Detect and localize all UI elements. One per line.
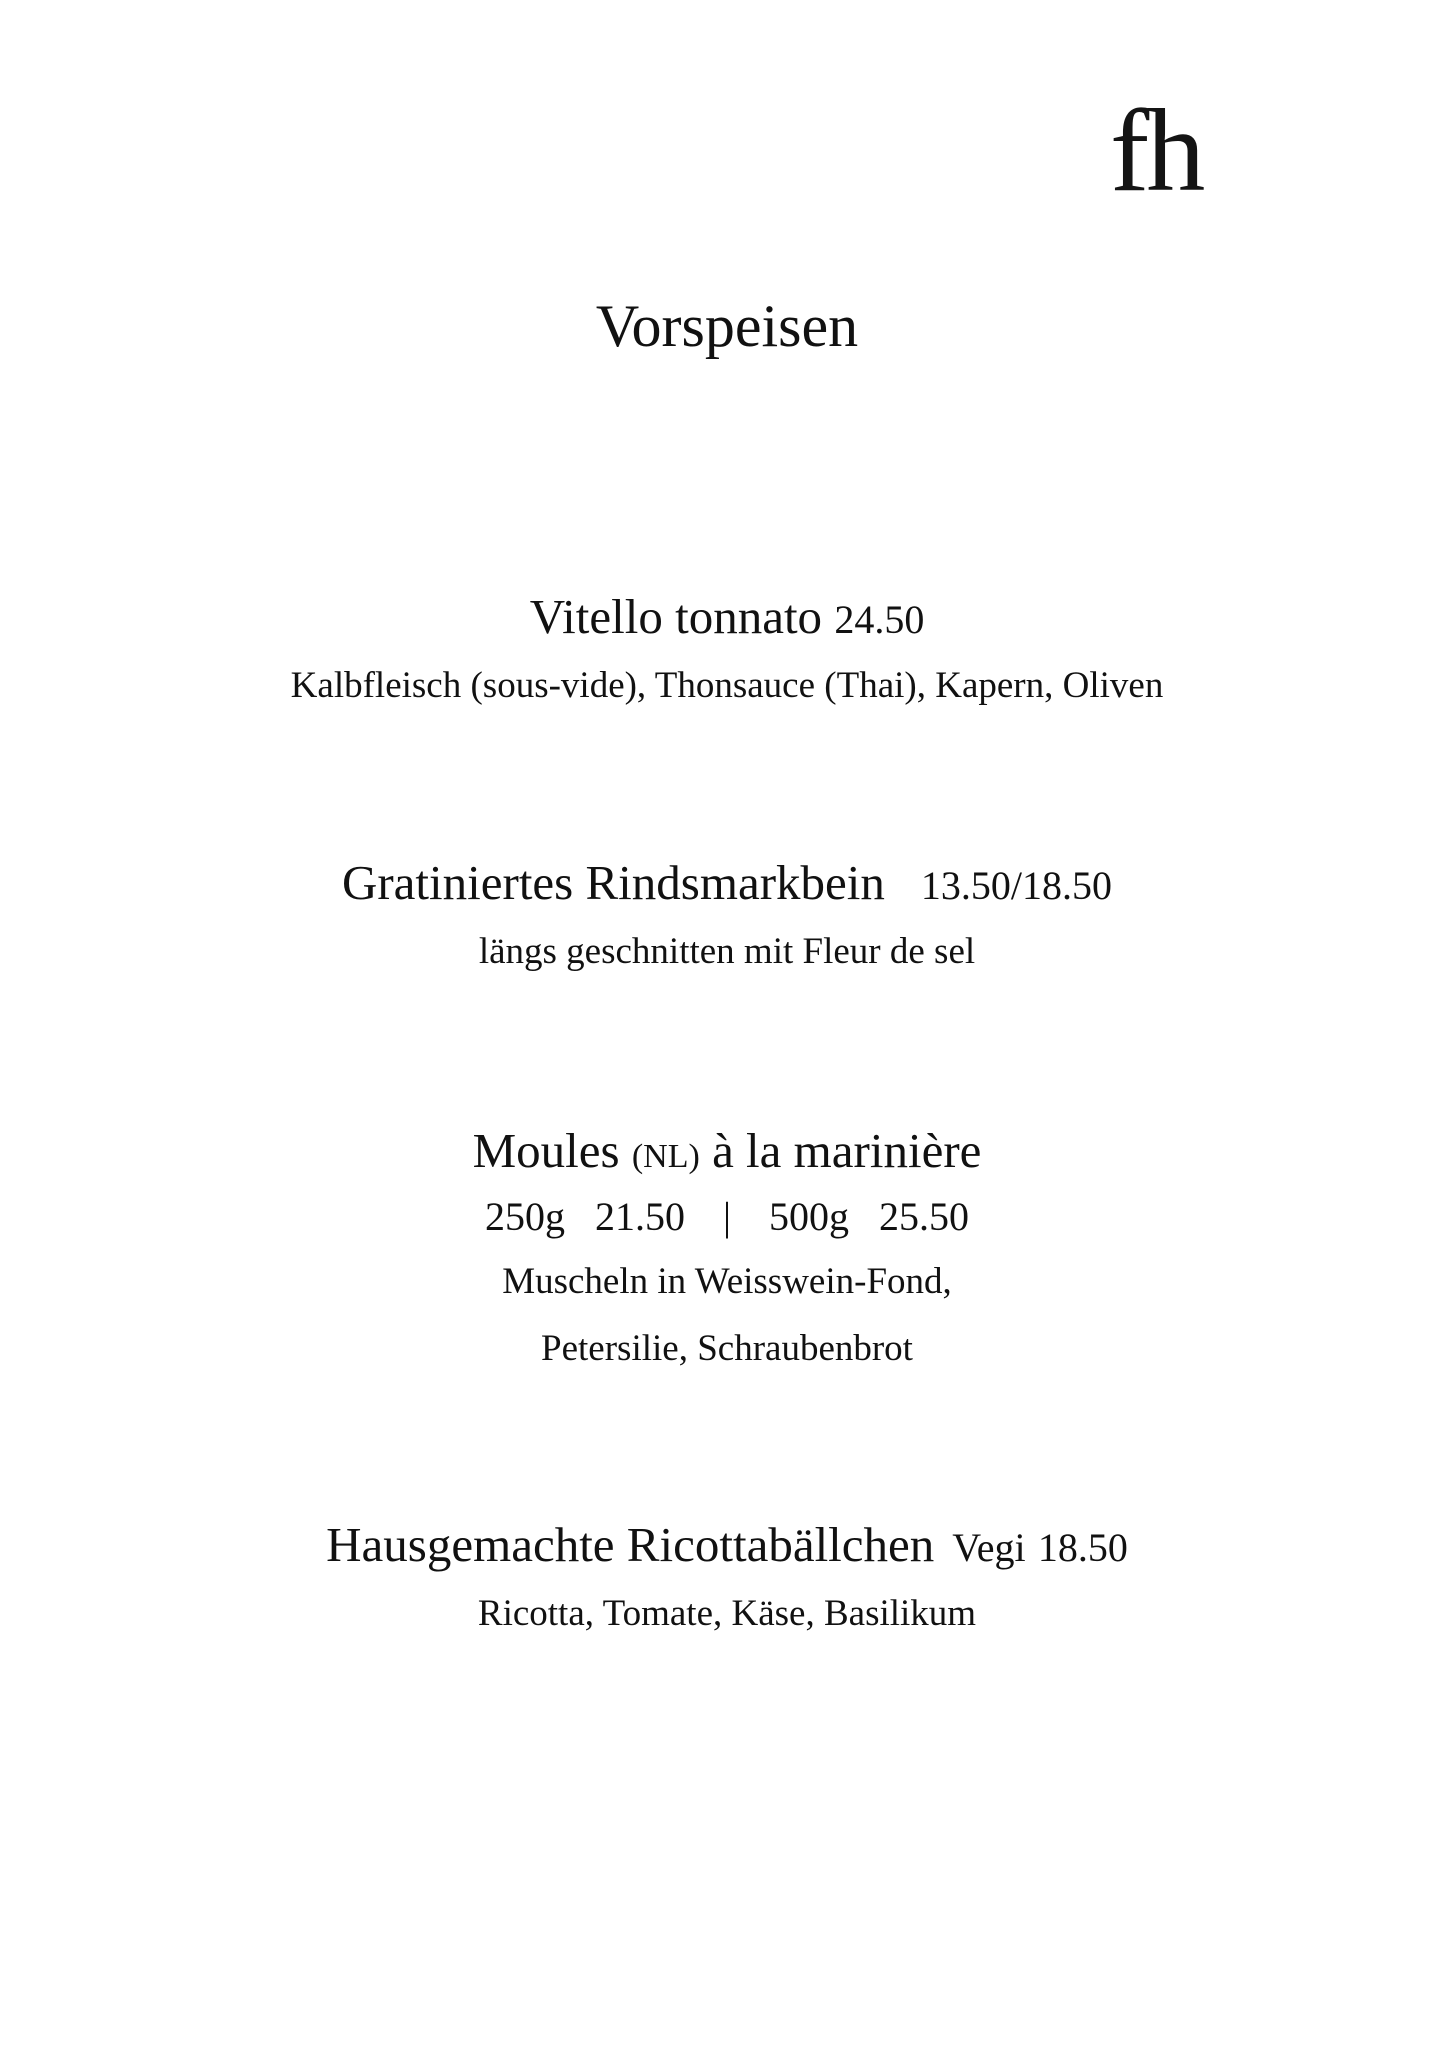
- menu-item-rindsmarkbein: [0, 855, 1454, 972]
- dish-heading: [0, 1517, 1454, 1572]
- size-separator: |: [722, 1194, 731, 1239]
- size-option: 250g: [484, 1194, 565, 1239]
- dish-description: Kalbfleisch (sous-vide), Thonsauce (Thai), Kapern, Oliven: [290, 665, 1164, 706]
- origin-tag: (NL): [631, 1138, 700, 1175]
- dish-heading: [0, 1123, 1454, 1178]
- size-price: 25.50: [879, 1194, 969, 1239]
- dish-name: Vitello tonnato: [529, 589, 823, 644]
- dish-description-line2: Petersilie, Schraubenbrot: [541, 1328, 913, 1369]
- size-price-list: [0, 1194, 1454, 1239]
- dish-name: Gratiniertes Rindsmarkbein: [341, 855, 885, 910]
- dish-description: längs geschnitten mit Fleur de sel: [478, 931, 976, 972]
- menu-item-moules: [0, 1123, 1454, 1369]
- dish-price: 24.50: [834, 597, 925, 642]
- menu-item-vitello-tonnato: [0, 589, 1454, 706]
- vegi-tag: Vegi: [952, 1525, 1026, 1570]
- dish-description-line1: Muscheln in Weisswein-Fond,: [502, 1261, 952, 1302]
- dish-name-part2: à la marinière: [712, 1123, 982, 1178]
- dish-price: 18.50: [1037, 1525, 1128, 1570]
- size-option: 500g: [769, 1194, 849, 1239]
- dish-name-part1: Moules: [472, 1123, 620, 1178]
- dish-name: Hausgemachte Ricottabällchen: [326, 1517, 935, 1572]
- menu-item-ricottaballchen: [0, 1517, 1454, 1634]
- page-title: Vorspeisen: [595, 293, 859, 359]
- dish-heading: [0, 589, 1454, 644]
- restaurant-logo: fh: [1110, 85, 1203, 216]
- dish-price: 13.50/18.50: [920, 863, 1113, 908]
- dish-heading: [0, 855, 1454, 910]
- size-price: 21.50: [594, 1194, 685, 1239]
- dish-description: Ricotta, Tomate, Käse, Basilikum: [477, 1593, 977, 1634]
